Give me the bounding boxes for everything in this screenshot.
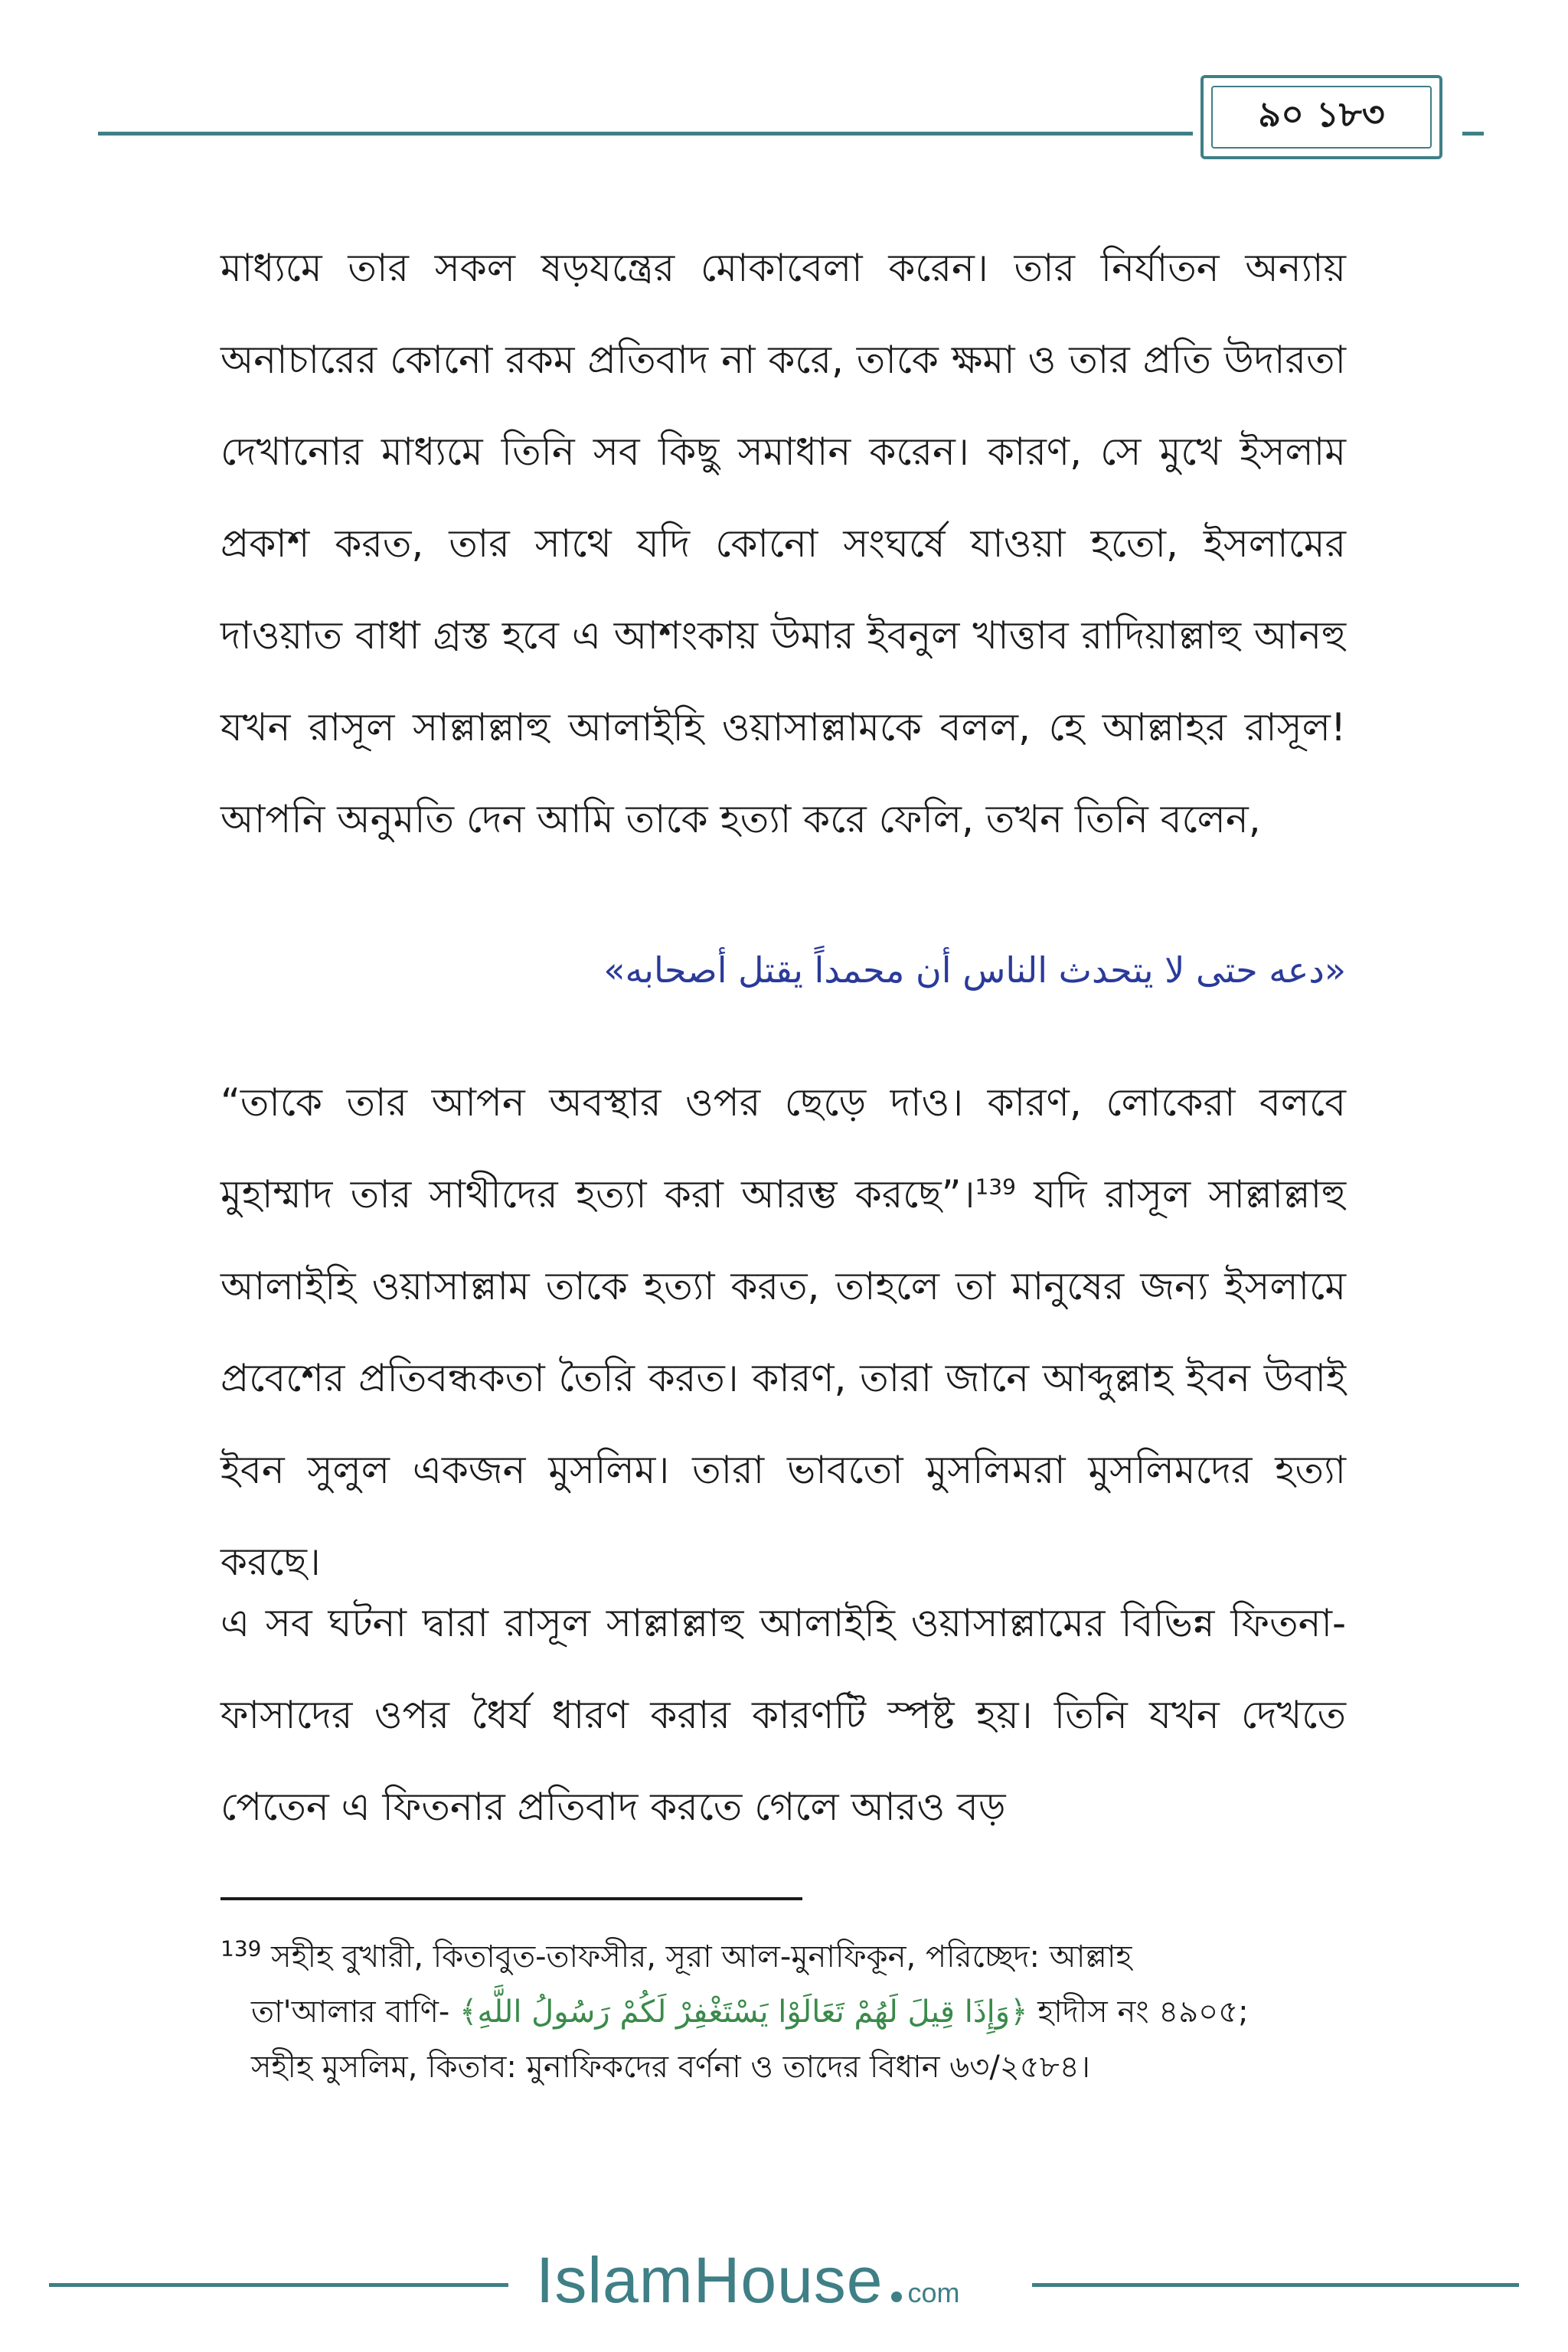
- paragraph-1: মাধ্যমে তার সকল ষড়যন্ত্রের মোকাবেলা করেন। তার নির্যাতন অন্যায় অনাচারের কোনো রকম প্রতিবাদ না করে, তাকে ক্ষমা ও তার প্রতি উদারতা দেখানোর মাধ্যমে তিনি সব কিছু সমাধান করেন। কারণ, সে মুখে ইসলাম প্রকাশ করত, তার সাথে যদি কোনো সংঘর্ষে যাওয়া হতো, ইসলামের দাওয়াত বাধা গ্রস্ত হবে এ আশংকায় উমার ইবনুল খাত্তাব রাদিয়াল্লাহু আনহু যখন রাসূল সাল্লাল্লাহু আলাইহি ওয়াসাল্লামকে বলল, হে আল্লাহর রাসূল! আপনি অনুমতি দেন আমি তাকে হত্যা করে ফেলি, তখন তিনি বলেন,: [220, 246, 1346, 841]
- logo-suffix: com: [907, 2277, 960, 2308]
- footer-rule-left: [49, 2283, 508, 2287]
- footer-rule-right: [1032, 2283, 1519, 2287]
- paragraph-2-end: যদি রাসূল সাল্লাল্লাহু আলাইহি ওয়াসাল্লাম তাকে হত্যা করত, তাহলে তা মানুষের জন্য ইসলামে প্রবেশের প্রতিবন্ধকতা তৈরি করত। কারণ, তারা জানে আব্দুল্লাহ ইবন উবাই ইবন সুলুল একজন মুসলিম। তারা ভাবতো মুসলিমরা মুসলিমদের হত্যা করছে।: [220, 1172, 1346, 1584]
- footnote: [220, 1929, 1346, 2095]
- arabic-hadith-quote: «دعه حتى لا يتحدث الناس أن محمداً يقتل أصحابه»: [603, 949, 1346, 991]
- footnote-text-2a: তা'আলার বাণি-: [251, 1994, 460, 2030]
- footnote-number: 139: [220, 1936, 262, 1962]
- paragraph-2: [220, 1057, 1346, 1608]
- footnote-line-3: সহীহ মুসলিম, কিতাব: মুনাফিকদের বর্ণনা ও তাদের বিধান ৬৩/২৫৮৪।: [251, 2050, 1090, 2085]
- page-number: ৯০ ১৮৩: [1258, 93, 1385, 135]
- header-rule-tail: [1462, 132, 1484, 136]
- paragraph-3: এ সব ঘটনা দ্বারা রাসূল সাল্লাল্লাহু আলাইহি ওয়াসাল্লামের বিভিন্ন ফিতনা-ফাসাদের ওপর ধৈর্য ধারণ করার কারণটি স্পষ্ট হয়। তিনি যখন দেখতে পেতেন এ ফিতনার প্রতিবাদ করতে গেলে আরও বড়: [220, 1601, 1346, 1829]
- islamhouse-logo[interactable]: [536, 2243, 1011, 2320]
- footnote-arabic-verse: ﴿وَإِذَا قِيلَ لَهُمْ تَعَالَوْا يَسْتَغْفِرْ لَكُمْ رَسُولُ اللَّهِ﴾: [459, 1994, 1028, 2030]
- footnote-rule: [220, 1897, 802, 1900]
- footnote-reference[interactable]: 139: [975, 1174, 1016, 1200]
- page-number-box: [1200, 75, 1442, 159]
- logo-text: IslamHouse: [536, 2244, 884, 2316]
- paragraph-2-start: “তাকে তার আপন অবস্থার ওপর ছেড়ে দাও। কারণ, লোকেরা বলবে মুহাম্মাদ তার সাথীদের হত্যা করা আরম্ভ করছে”।: [220, 1080, 1346, 1217]
- logo-dot-icon: [891, 2292, 902, 2302]
- footnote-line-2: [220, 1984, 1346, 2040]
- header-rule: [98, 132, 1193, 136]
- footnote-line-1: [220, 1929, 1346, 1984]
- footnote-text-2b: হাদীস নং ৪৯০৫;: [1027, 1994, 1249, 2030]
- footnote-text-1: সহীহ বুখারী, কিতাবুত-তাফসীর, সূরা আল-মুনাফিকূন, পরিচ্ছেদ: আল্লাহ: [261, 1939, 1132, 1975]
